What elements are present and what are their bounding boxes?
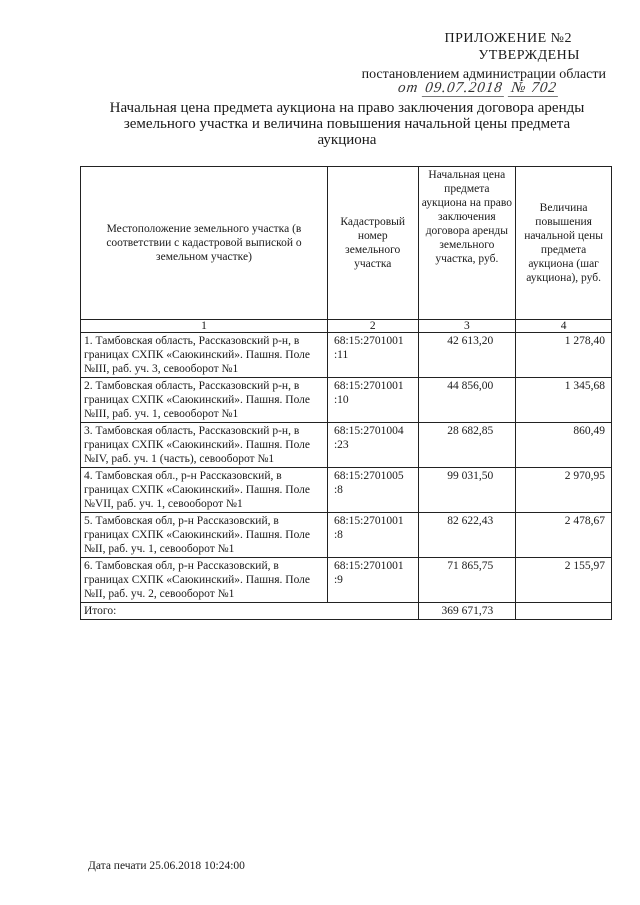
cell-location: 3. Тамбовская область, Рассказовский р-н, в границах СХПК «Саюкинский». Пашня. Поле №IV, раб. уч. 1 (часть), севооборот №1 — [81, 423, 328, 468]
decree-label: постановлением администрации области — [361, 67, 606, 82]
cell-location: 5. Тамбовская обл, р-н Рассказовский, в границах СХПК «Саюкинский». Пашня. Поле №II, раб. уч. 1, севооборот №1 — [81, 513, 328, 558]
cell-price: 42 613,20 — [418, 333, 516, 378]
col-number: 3 — [418, 320, 516, 333]
cell-location: 1. Тамбовская область, Рассказовский р-н, в границах СХПК «Саюкинский». Пашня. Поле №III, раб. уч. 3, севооборот №1 — [81, 333, 328, 378]
cell-price: 82 622,43 — [418, 513, 516, 558]
handwritten-date-number — [397, 80, 560, 97]
cell-step: 1 345,68 — [516, 378, 612, 423]
cell-cadastral: 68:15:2701001 :10 — [327, 378, 418, 423]
column-numbers-row — [81, 320, 612, 333]
cell-price: 44 856,00 — [418, 378, 516, 423]
table-row — [81, 468, 612, 513]
cell-cadastral: 68:15:2701001 :9 — [327, 558, 418, 603]
col-number: 2 — [327, 320, 418, 333]
table-row — [81, 333, 612, 378]
header-step: Величина повышения начальной цены предмета аукциона (шаг аукциона), руб. — [516, 167, 612, 320]
document-title: Начальная цена предмета аукциона на право заключения договора аренды земельного участка и величина повышения начальной цены предмета аукциона — [109, 100, 585, 148]
table-row — [81, 513, 612, 558]
cell-step: 2 970,95 — [516, 468, 612, 513]
col-number: 4 — [516, 320, 612, 333]
cell-step: 1 278,40 — [516, 333, 612, 378]
appendix-label: ПРИЛОЖЕНИЕ №2 — [444, 31, 572, 46]
cell-location: 6. Тамбовская обл, р-н Рассказовский, в границах СХПК «Саюкинский». Пашня. Поле №II, раб. уч. 2, севооборот №1 — [81, 558, 328, 603]
handwritten-date: 09.07.2018 — [422, 80, 506, 97]
cell-location: 2. Тамбовская область, Рассказовский р-н, в границах СХПК «Саюкинский». Пашня. Поле №III, раб. уч. 1, севооборот №1 — [81, 378, 328, 423]
cell-price: 28 682,85 — [418, 423, 516, 468]
cell-cadastral: 68:15:2701001 :11 — [327, 333, 418, 378]
header-price: Начальная цена предмета аукциона на право заключения договора аренды земельного участка, руб. — [418, 167, 516, 320]
cell-location: 4. Тамбовская обл., р-н Рассказовский, в границах СХПК «Саюкинский». Пашня. Поле №VII, раб. уч. 1, севооборот №1 — [81, 468, 328, 513]
cell-cadastral: 68:15:2701004 :23 — [327, 423, 418, 468]
cell-price: 71 865,75 — [418, 558, 516, 603]
header-cadastral: Кадастровый номер земельного участка — [327, 167, 418, 320]
header-location: Местоположение земельного участка (в соответствии с кадастровой выпиской о земельном участке) — [81, 167, 328, 320]
cell-step: 2 478,67 — [516, 513, 612, 558]
handwritten-prefix: от — [396, 80, 420, 96]
auction-price-table — [80, 166, 612, 620]
total-step-empty — [516, 603, 612, 620]
cell-price: 99 031,50 — [418, 468, 516, 513]
cell-cadastral: 68:15:2701005 :8 — [327, 468, 418, 513]
handwritten-number: № 702 — [508, 80, 560, 97]
col-number: 1 — [81, 320, 328, 333]
table-row — [81, 558, 612, 603]
print-date: Дата печати 25.06.2018 10:24:00 — [88, 860, 245, 872]
cell-cadastral: 68:15:2701001 :8 — [327, 513, 418, 558]
table-row — [81, 378, 612, 423]
approved-label: УТВЕРЖДЕНЫ — [478, 48, 580, 63]
total-value: 369 671,73 — [418, 603, 516, 620]
cell-step: 2 155,97 — [516, 558, 612, 603]
table-header-row — [81, 167, 612, 320]
total-row — [81, 603, 612, 620]
cell-step: 860,49 — [516, 423, 612, 468]
table-row — [81, 423, 612, 468]
total-label: Итого: — [81, 603, 419, 620]
